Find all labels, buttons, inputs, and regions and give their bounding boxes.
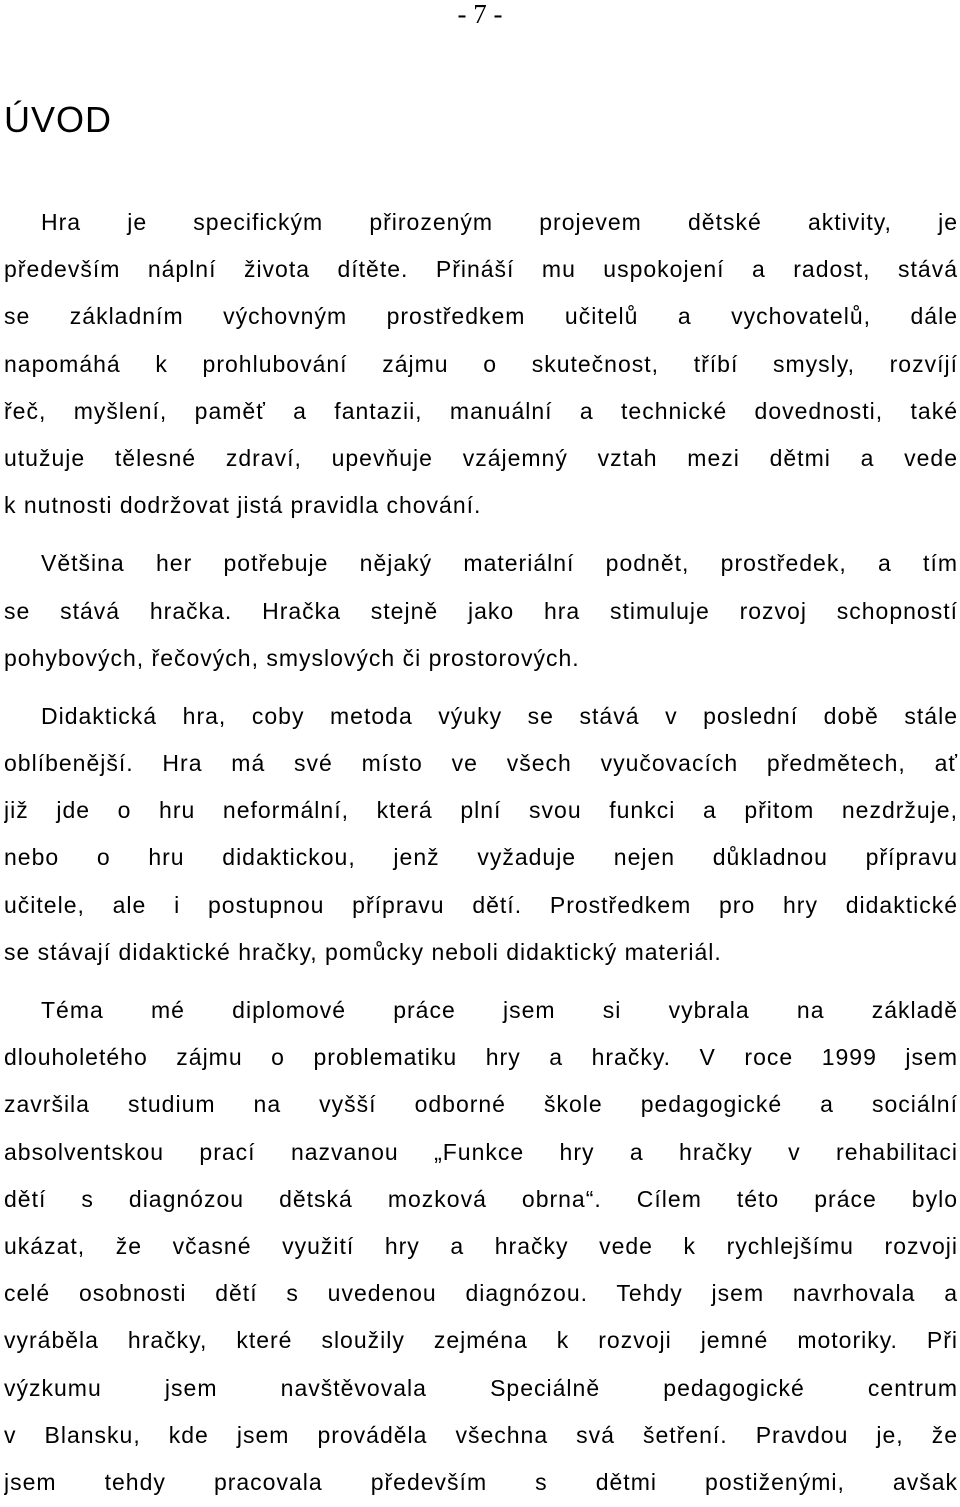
text-line: utužuje tělesné zdraví, upevňuje vzájemný vztah mezi dětmi a vede: [4, 444, 958, 471]
text-line: pohybových, řečových, smyslových či prostorových.: [4, 644, 580, 671]
text-line: učitele, ale i postupnou přípravu dětí. Prostředkem pro hry didaktické: [4, 891, 958, 918]
text-line: především náplní života dítěte. Přináší mu uspokojení a radost, stává: [4, 256, 958, 283]
text-line: v Blansku, kde jsem prováděla všechna svá šetření. Pravdou je, že: [4, 1421, 958, 1448]
text-line: již jde o hru neformální, která plní svou funkci a přitom nezdržuje,: [4, 797, 958, 824]
text-line: Většina her potřebuje nějaký materiální podnět, prostředek, a tím: [41, 550, 958, 577]
paragraph-1: [4, 199, 958, 529]
text-line: se stávají didaktické hračky, pomůcky neboli didaktický materiál.: [4, 938, 722, 965]
text-line: nebo o hru didaktickou, jenž vyžaduje nejen důkladnou přípravu: [4, 844, 958, 871]
text-line: k nutnosti dodržovat jistá pravidla chování.: [4, 492, 482, 519]
text-line: řeč, myšlení, paměť a fantazii, manuální a technické dovednosti, také: [4, 397, 958, 424]
page-number: - 7 -: [457, 0, 503, 29]
text-line: jsem tehdy pracovala především s dětmi postiženými, avšak: [4, 1468, 958, 1495]
text-line: se stává hračka. Hračka stejně jako hra stimuluje rozvoj schopností: [4, 597, 958, 624]
paragraph-4: [4, 987, 958, 1506]
text-line: absolventskou prací nazvanou „Funkce hry a hračky v rehabilitaci: [4, 1138, 958, 1165]
paragraph-3: [4, 693, 958, 976]
text-line: ukázat, že včasné využití hry a hračky vede k rychlejšímu rozvoji: [4, 1232, 958, 1259]
text-line: dlouholetého zájmu o problematiku hry a hračky. V roce 1999 jsem: [4, 1044, 958, 1071]
text-line: výzkumu jsem navštěvovala Speciálně pedagogické centrum: [4, 1374, 958, 1401]
text-line: Téma mé diplomové práce jsem si vybrala na základě: [41, 997, 958, 1023]
body-text: [4, 199, 958, 1506]
section-heading: ÚVOD: [4, 99, 113, 140]
text-line: Hra je specifickým přirozeným projevem dětské aktivity, je: [41, 209, 958, 235]
text-line: napomáhá k prohlubování zájmu o skutečnost, tříbí smysly, rozvíjí: [4, 350, 958, 377]
text-line: završila studium na vyšší odborné škole pedagogické a sociální: [4, 1091, 958, 1118]
text-line: Didaktická hra, coby metoda výuky se stává v poslední době stále: [41, 702, 958, 729]
text-line: vyráběla hračky, které sloužily zejména k rozvoji jemné motoriky. Při: [4, 1327, 958, 1354]
text-line: dětí s diagnózou dětská mozková obrna“. Cílem této práce bylo: [4, 1185, 958, 1212]
text-line: oblíbenější. Hra má své místo ve všech vyučovacích předmětech, ať: [4, 750, 958, 777]
paragraph-2: [4, 540, 958, 682]
text-line: se základním výchovným prostředkem učitelů a vychovatelů, dále: [4, 303, 958, 330]
text-line: celé osobnosti dětí s uvedenou diagnózou. Tehdy jsem navrhovala a: [4, 1280, 958, 1307]
